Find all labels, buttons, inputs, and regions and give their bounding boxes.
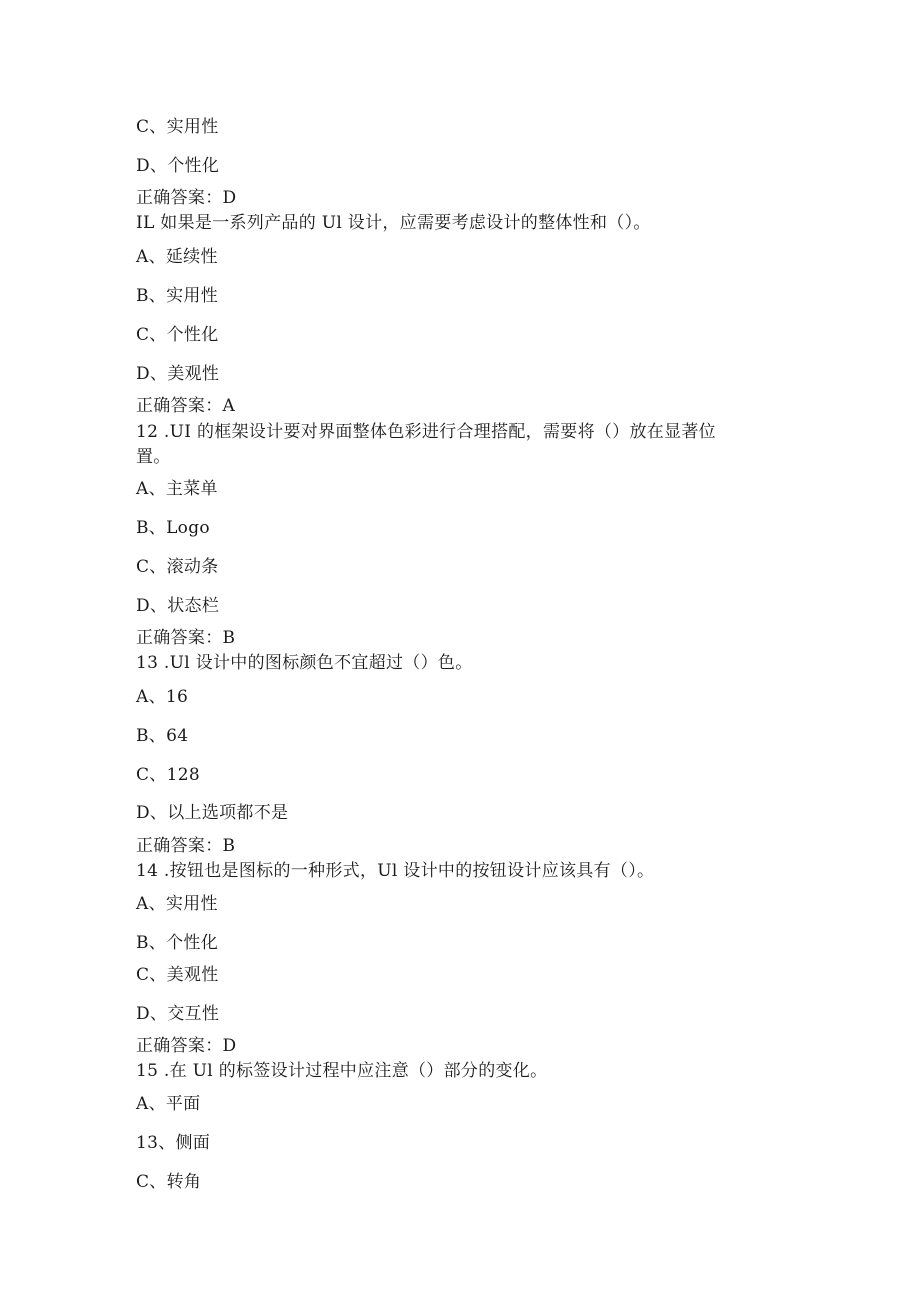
- option-c: C、美观性: [136, 965, 219, 985]
- question-15: 15 .在 Ul 的标签设计过程中应注意（）部分的变化。: [136, 1061, 548, 1081]
- option-a: A、平面: [136, 1094, 201, 1114]
- option-d: D、个性化: [136, 156, 220, 176]
- option-d: D、以上选项都不是: [136, 803, 289, 823]
- option-c: C、实用性: [136, 117, 219, 137]
- answer-line: 正确答案：D: [136, 188, 237, 208]
- option-b: B、64: [136, 726, 189, 746]
- option-c: C、转角: [136, 1172, 202, 1192]
- option-c: C、滚动条: [136, 557, 219, 577]
- option-d: D、美观性: [136, 364, 220, 384]
- option-b: B、实用性: [136, 286, 218, 306]
- answer-line: 正确答案：B: [136, 836, 236, 856]
- option-b: B、Logo: [136, 518, 210, 538]
- option-c: C、个性化: [136, 325, 219, 345]
- question-14: 14 .按钮也是图标的一种形式，Ul 设计中的按钮设计应该具有（）。: [136, 861, 655, 881]
- option-d: D、交互性: [136, 1004, 220, 1024]
- option-b: B、个性化: [136, 933, 218, 953]
- option-c: C、128: [136, 765, 200, 785]
- question-12-continued: 置。: [136, 447, 171, 467]
- answer-line: 正确答案：D: [136, 1036, 237, 1056]
- option-a: A、延续性: [136, 247, 218, 267]
- question-13: 13 .Ul 设计中的图标颜色不宜超过（）色。: [136, 653, 473, 673]
- option-a: A、主菜单: [136, 479, 218, 499]
- question-12: 12 .UI 的框架设计要对界面整体色彩进行合理搭配，需要将（）放在显著位: [136, 422, 716, 442]
- option-b: 13、侧面: [136, 1133, 211, 1153]
- question-11: IL 如果是一系列产品的 Ul 设计，应需要考虑设计的整体性和（）。: [136, 213, 651, 233]
- option-a: A、16: [136, 687, 189, 707]
- option-d: D、状态栏: [136, 596, 220, 616]
- answer-line: 正确答案：A: [136, 396, 236, 416]
- answer-line: 正确答案：B: [136, 628, 236, 648]
- option-a: A、实用性: [136, 894, 218, 914]
